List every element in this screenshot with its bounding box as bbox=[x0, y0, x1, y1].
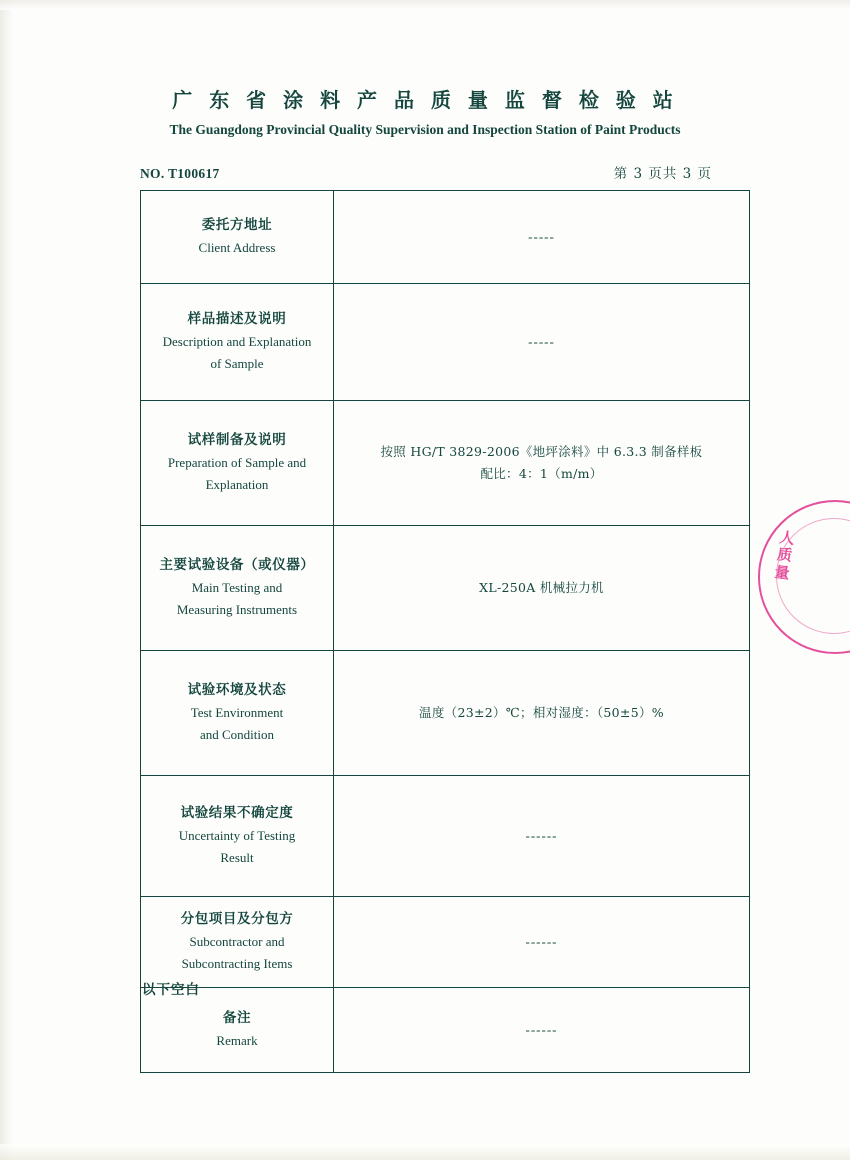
label-cn: 委托方地址 bbox=[201, 217, 273, 234]
label-en: Main Testing and bbox=[191, 580, 283, 596]
label-cn: 试验环境及状态 bbox=[187, 682, 287, 699]
value-line: ----- bbox=[528, 334, 555, 350]
label-cn: 试验结果不确定度 bbox=[180, 805, 294, 822]
table-row bbox=[141, 526, 750, 651]
row-label-test-environment bbox=[141, 651, 334, 776]
label-cn: 样品描述及说明 bbox=[187, 311, 287, 328]
label-en: Test Environment bbox=[190, 705, 284, 721]
row-value-sample-description bbox=[334, 284, 750, 401]
label-en-2: and Condition bbox=[199, 727, 275, 743]
label-en-2: of Sample bbox=[210, 356, 264, 372]
value-line: 温度（23±2）℃；相对湿度：（50±5）% bbox=[419, 704, 664, 720]
row-label-client-address bbox=[141, 191, 334, 284]
row-label-sample-description bbox=[141, 284, 334, 401]
table-row bbox=[141, 401, 750, 526]
value-line: 按照 HG/T 3829-2006《地坪涂料》中 6.3.3 制备样板 bbox=[380, 443, 703, 459]
label-cn: 试样制备及说明 bbox=[187, 432, 287, 449]
label-en-2: Subcontracting Items bbox=[181, 956, 293, 972]
label-en-2: Measuring Instruments bbox=[176, 602, 298, 618]
blank-below-note: 以下空白 bbox=[142, 982, 200, 998]
value-line: ------ bbox=[525, 828, 558, 844]
table-row bbox=[141, 191, 750, 284]
row-value-client-address bbox=[334, 191, 750, 284]
value-line: ------ bbox=[525, 1022, 558, 1038]
row-label-remark bbox=[141, 988, 334, 1073]
value-line: ------ bbox=[525, 934, 558, 950]
label-cn: 主要试验设备（或仪器） bbox=[159, 557, 315, 574]
row-label-uncertainty bbox=[141, 776, 334, 897]
value-line: ----- bbox=[528, 229, 555, 245]
label-en: Description and Explanation bbox=[162, 334, 312, 350]
label-en: Uncertainty of Testing bbox=[178, 828, 296, 844]
label-en: Preparation of Sample and bbox=[167, 455, 307, 471]
scan-edge-left bbox=[0, 0, 14, 1160]
scan-edge-bottom bbox=[0, 1144, 850, 1160]
document-meta bbox=[140, 162, 712, 182]
row-value-uncertainty bbox=[334, 776, 750, 897]
official-seal-stamp bbox=[758, 500, 850, 654]
row-value-subcontractor bbox=[334, 897, 750, 988]
table-row bbox=[141, 897, 750, 988]
label-cn: 分包项目及分包方 bbox=[180, 911, 294, 928]
table-row bbox=[141, 776, 750, 897]
sample-information-table bbox=[140, 190, 750, 1073]
row-value-remark bbox=[334, 988, 750, 1073]
label-en: Remark bbox=[216, 1033, 258, 1049]
table-row bbox=[141, 651, 750, 776]
page-title-cn: 广 东 省 涂 料 产 品 质 量 监 督 检 验 站 bbox=[172, 88, 678, 112]
value-line: XL-250A 机械拉力机 bbox=[479, 579, 604, 595]
label-en-2: Explanation bbox=[205, 477, 269, 493]
label-en-2: Result bbox=[220, 850, 254, 866]
row-value-main-instruments bbox=[334, 526, 750, 651]
label-cn: 备注 bbox=[222, 1010, 252, 1027]
label-en: Subcontractor and bbox=[189, 934, 285, 950]
document-header bbox=[0, 84, 850, 138]
value-line-2: 配比：4：1（m/m） bbox=[480, 466, 603, 481]
scan-edge-top bbox=[0, 0, 850, 10]
label-en: Client Address bbox=[198, 240, 276, 256]
seal-text: 人质量 bbox=[773, 528, 797, 583]
row-value-sample-preparation bbox=[334, 401, 750, 526]
row-label-main-instruments bbox=[141, 526, 334, 651]
page-indicator: 第 3 页共 3 页 bbox=[613, 166, 712, 182]
table-row bbox=[141, 988, 750, 1073]
report-number: NO. T100617 bbox=[140, 166, 220, 181]
row-label-sample-preparation bbox=[141, 401, 334, 526]
page-title-en: The Guangdong Provincial Quality Supervision and Inspection Station of Paint Products bbox=[169, 122, 681, 137]
row-label-subcontractor bbox=[141, 897, 334, 988]
row-value-test-environment bbox=[334, 651, 750, 776]
table-row bbox=[141, 284, 750, 401]
